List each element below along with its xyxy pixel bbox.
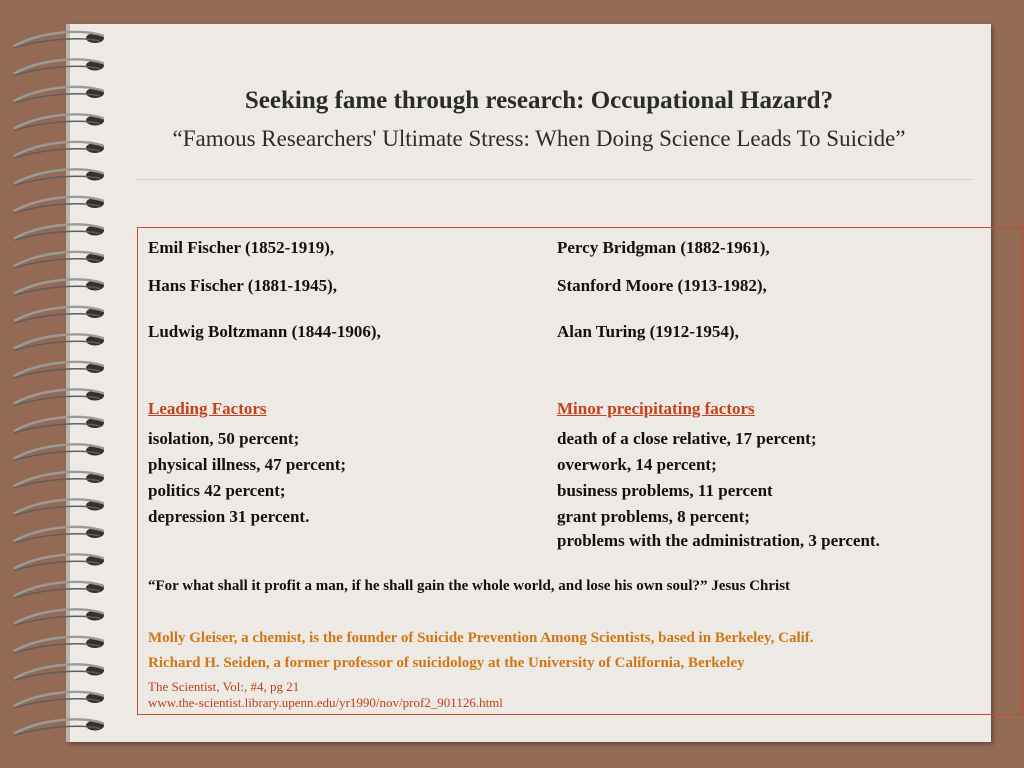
minor-factors-heading: Minor precipitating factors xyxy=(557,399,755,418)
scientist-name: Alan Turing (1912-1954), xyxy=(557,322,739,341)
spiral-ring xyxy=(14,609,104,625)
spiral-ring xyxy=(14,472,104,488)
spiral-ring xyxy=(14,499,104,515)
leading-factor-item: isolation, 50 percent; xyxy=(148,429,300,448)
spiral-ring xyxy=(14,252,104,268)
spiral-ring xyxy=(14,444,104,460)
founder-note: Molly Gleiser, a chemist, is the founder of Suicide Prevention Among Scientists, based in Berkeley, Calif. xyxy=(148,630,814,646)
bible-quote: “For what shall it profit a man, if he shall gain the whole world, and lose his own soul?” Jesus Christ xyxy=(148,578,791,594)
spiral-ring xyxy=(14,582,104,598)
spiral-ring xyxy=(14,554,104,570)
leading-factors-heading: Leading Factors xyxy=(148,399,267,418)
spiral-ring xyxy=(14,169,104,185)
leading-factor-item: depression 31 percent. xyxy=(148,507,310,526)
citation-url: www.the-scientist.library.upenn.edu/yr1990/nov/prof2_901126.html xyxy=(148,695,503,710)
spiral-ring xyxy=(14,59,104,75)
spiral-ring xyxy=(14,279,104,295)
spiral-ring xyxy=(14,417,104,433)
scientist-name: Emil Fischer (1852-1919), xyxy=(148,238,335,257)
slide-title: Seeking fame through research: Occupational Hazard? xyxy=(244,87,834,114)
minor-factor-item: overwork, 14 percent; xyxy=(557,455,717,474)
scientist-name: Hans Fischer (1881-1945), xyxy=(148,276,338,295)
title-block xyxy=(66,84,1012,156)
spiral-ring xyxy=(14,692,104,708)
professor-note: Richard H. Seiden, a former professor of suicidology at the University of California, Berkeley xyxy=(148,655,745,671)
spiral-ring xyxy=(14,527,104,543)
leading-factor-item: politics 42 percent; xyxy=(148,481,286,500)
citation-source: The Scientist, Vol:, #4, pg 21 xyxy=(148,679,300,694)
spiral-ring xyxy=(14,197,104,213)
minor-factor-item: death of a close relative, 17 percent; xyxy=(557,429,817,448)
minor-factor-item: grant problems, 8 percent; xyxy=(557,507,750,526)
spiral-ring xyxy=(14,719,104,735)
spiral-ring xyxy=(14,32,104,48)
leading-factor-item: physical illness, 47 percent; xyxy=(148,455,347,474)
spiral-ring xyxy=(14,664,104,680)
minor-factor-item: problems with the administration, 3 percent. xyxy=(557,531,880,550)
spiral-ring xyxy=(14,637,104,653)
slide-subtitle: “Famous Researchers' Ultimate Stress: When Doing Science Leads To Suicide” xyxy=(172,126,906,151)
spiral-ring xyxy=(14,334,104,350)
minor-factor-item: business problems, 11 percent xyxy=(557,481,773,500)
spiral-ring xyxy=(14,362,104,378)
spiral-ring xyxy=(14,307,104,323)
scientist-name: Percy Bridgman (1882-1961), xyxy=(557,238,770,257)
divider xyxy=(136,179,972,180)
spiral-ring xyxy=(14,389,104,405)
content-box xyxy=(137,227,1023,715)
spiral-ring xyxy=(14,224,104,240)
scientist-name: Stanford Moore (1913-1982), xyxy=(557,276,767,295)
scientist-name: Ludwig Boltzmann (1844-1906), xyxy=(148,322,381,341)
